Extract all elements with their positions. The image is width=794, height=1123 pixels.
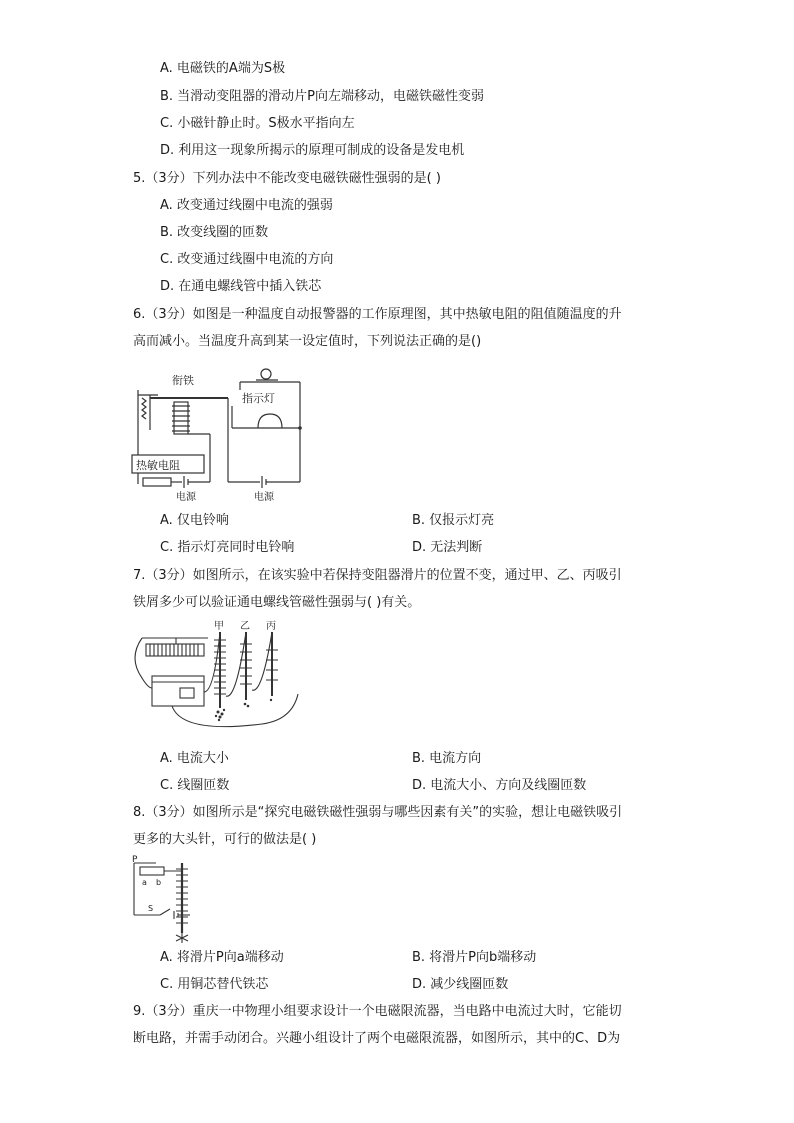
q6-stem-line1: 6.（3分）如图是一种温度自动报警器的工作原理图，其中热敏电阻的阻值随温度的升 (133, 307, 622, 322)
q7-label-bing: 丙 (266, 621, 276, 632)
q7-option-a: A. 电流大小 (160, 751, 229, 766)
q7-solenoid-figure (132, 620, 307, 738)
q7-stem-line2: 铁屑多少可以验证通电螺线管磁性强弱与( )有关。 (133, 595, 421, 610)
q6-stem-line2: 高而减小。当温度升高到某一设定值时，下列说法正确的是() (133, 334, 482, 349)
q6-label-indicator: 指示灯 (242, 392, 275, 405)
q8-option-b: B. 将滑片P向b端移动 (412, 950, 537, 965)
q4-option-c: C. 小磁针静止时。S极水平指向左 (160, 116, 355, 131)
q8-option-c: C. 用铜芯替代铁芯 (160, 977, 269, 992)
q6-option-d: D. 无法判断 (412, 540, 483, 555)
q4-option-a: A. 电磁铁的A端为S极 (160, 61, 286, 76)
q8-label-p: P (132, 855, 138, 865)
q5-stem: 5.（3分）下列办法中不能改变电磁铁磁性强弱的是( ) (133, 171, 441, 186)
q7-stem-line1: 7.（3分）如图所示，在该实验中若保持变阻器滑片的位置不变，通过甲、乙、丙吸引 (133, 568, 622, 583)
q8-electromagnet-figure (130, 855, 210, 945)
q6-label-thermistor: 热敏电阻 (136, 459, 180, 472)
q4-option-b: B. 当滑动变阻器的滑动片P向左端移动，电磁铁磁性变弱 (160, 89, 485, 104)
q5-option-a: A. 改变通过线圈中电流的强弱 (160, 198, 333, 213)
q5-option-b: B. 改变线圈的匝数 (160, 225, 269, 240)
q8-label-a: a (142, 878, 147, 887)
q6-option-b: B. 仅报示灯亮 (412, 513, 495, 528)
q6-label-power-right: 电源 (254, 492, 274, 503)
q9-stem-line1: 9.（3分）重庆一中物理小组要求设计一个电磁限流器，当电路中电流过大时，它能切 (133, 1004, 622, 1019)
q8-label-b: b (156, 878, 162, 887)
q6-label-armature: 衔铁 (172, 374, 194, 387)
q8-label-s: S (148, 904, 154, 913)
q7-option-c: C. 线圈匝数 (160, 778, 230, 793)
q6-label-power-left: 电源 (176, 492, 196, 503)
q7-option-d: D. 电流大小、方向及线圈匝数 (412, 778, 587, 793)
q5-option-c: C. 改变通过线圈中电流的方向 (160, 252, 334, 267)
q5-option-d: D. 在通电螺线管中插入铁芯 (160, 279, 322, 294)
q8-option-d: D. 减少线圈匝数 (412, 977, 509, 992)
q7-option-b: B. 电流方向 (412, 751, 482, 766)
q8-option-a: A. 将滑片P向a端移动 (160, 950, 284, 965)
q8-stem-line1: 8.（3分）如图所示是“探究电磁铁磁性强弱与哪些因素有关”的实验，想让电磁铁吸引 (133, 805, 623, 820)
q7-label-jia: 甲 (214, 621, 224, 632)
q8-stem-line2: 更多的大头针，可行的做法是( ) (133, 832, 317, 847)
q6-option-c: C. 指示灯亮同时电铃响 (160, 540, 295, 555)
q7-label-yi: 乙 (240, 621, 250, 632)
q4-option-d: D. 利用这一现象所揭示的原理可制成的设备是发电机 (160, 143, 465, 158)
q9-stem-line2: 断电路，并需手动闭合。兴趣小组设计了两个电磁限流器，如图所示，其中的C、D为 (133, 1031, 621, 1046)
q6-option-a: A. 仅电铃响 (160, 513, 229, 528)
q6-alarm-circuit-figure (128, 360, 308, 505)
